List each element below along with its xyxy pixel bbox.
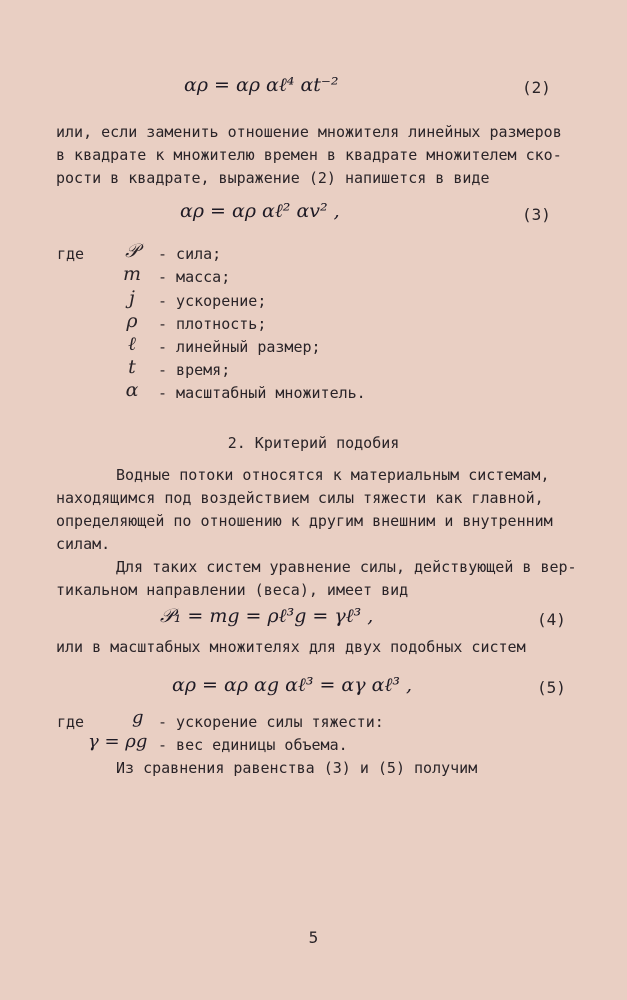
where-label-2: где <box>57 713 85 731</box>
text-line: в квадрате к множителю времен в квадрате множителем ско- <box>56 146 562 164</box>
text-line: или, если заменить отношение множителя линейных размеров <box>56 123 562 141</box>
definition-mass: - масса; <box>158 268 231 286</box>
definition-density: - плотность; <box>158 315 267 333</box>
formula-5: αρ = αρ αg αℓ³ = αγ αℓ³ , <box>172 674 413 696</box>
equation-number-3: (3) <box>522 205 551 224</box>
formula-2: αρ = αρ αℓ⁴ αt⁻² <box>184 74 339 96</box>
symbol-scale-factor: α <box>125 379 139 401</box>
formula-3: αρ = αρ αℓ² αv² , <box>180 200 340 222</box>
section-heading: 2. Критерий подобия <box>227 434 400 452</box>
definition-acceleration: - ускорение; <box>158 292 267 310</box>
text-line: Для таких систем уравнение силы, действующей в вер- <box>116 558 577 576</box>
formula-4: 𝒫₁ = mg = ρℓ³g = γℓ³ , <box>160 605 374 627</box>
definition-scale-factor: - масштабный множитель. <box>158 384 366 402</box>
equation-number-5: (5) <box>537 678 566 697</box>
text-line: определяющей по отношению к другим внешним и внутренним <box>56 512 553 530</box>
where-label: где <box>57 245 85 263</box>
definition-gravity: - ускорение силы тяжести: <box>158 713 384 731</box>
text-line: рости в квадрате, выражение (2) напишется в виде <box>56 169 490 187</box>
equation-number-2: (2) <box>522 78 551 97</box>
symbol-mass: m <box>122 263 142 285</box>
symbol-time: t <box>128 356 136 378</box>
definition-length: - линейный размер; <box>158 338 321 356</box>
equation-number-4: (4) <box>537 610 566 629</box>
text-line: находящимся под воздействием силы тяжести как главной, <box>56 489 544 507</box>
text-line: Из сравнения равенства (3) и (5) получим <box>116 759 478 777</box>
text-line: или в масштабных множителях для двух подобных систем <box>56 638 526 656</box>
symbol-force: 𝒫 <box>125 240 139 262</box>
page-number: 5 <box>308 928 319 947</box>
text-line: тикальном направлении (веса), имеет вид <box>56 581 409 599</box>
symbol-gravity: g <box>132 707 144 728</box>
definition-time: - время; <box>158 361 231 379</box>
text-line: Водные потоки относятся к материальным системам, <box>116 466 550 484</box>
symbol-acceleration: j <box>129 287 135 309</box>
definition-specific-weight: - вес единицы объема. <box>158 736 348 754</box>
symbol-length: ℓ <box>128 333 136 355</box>
text-line: силам. <box>56 535 111 553</box>
symbol-specific-weight: γ = ρg <box>88 731 148 752</box>
definition-force: - сила; <box>158 245 222 263</box>
symbol-density: ρ <box>126 310 138 332</box>
